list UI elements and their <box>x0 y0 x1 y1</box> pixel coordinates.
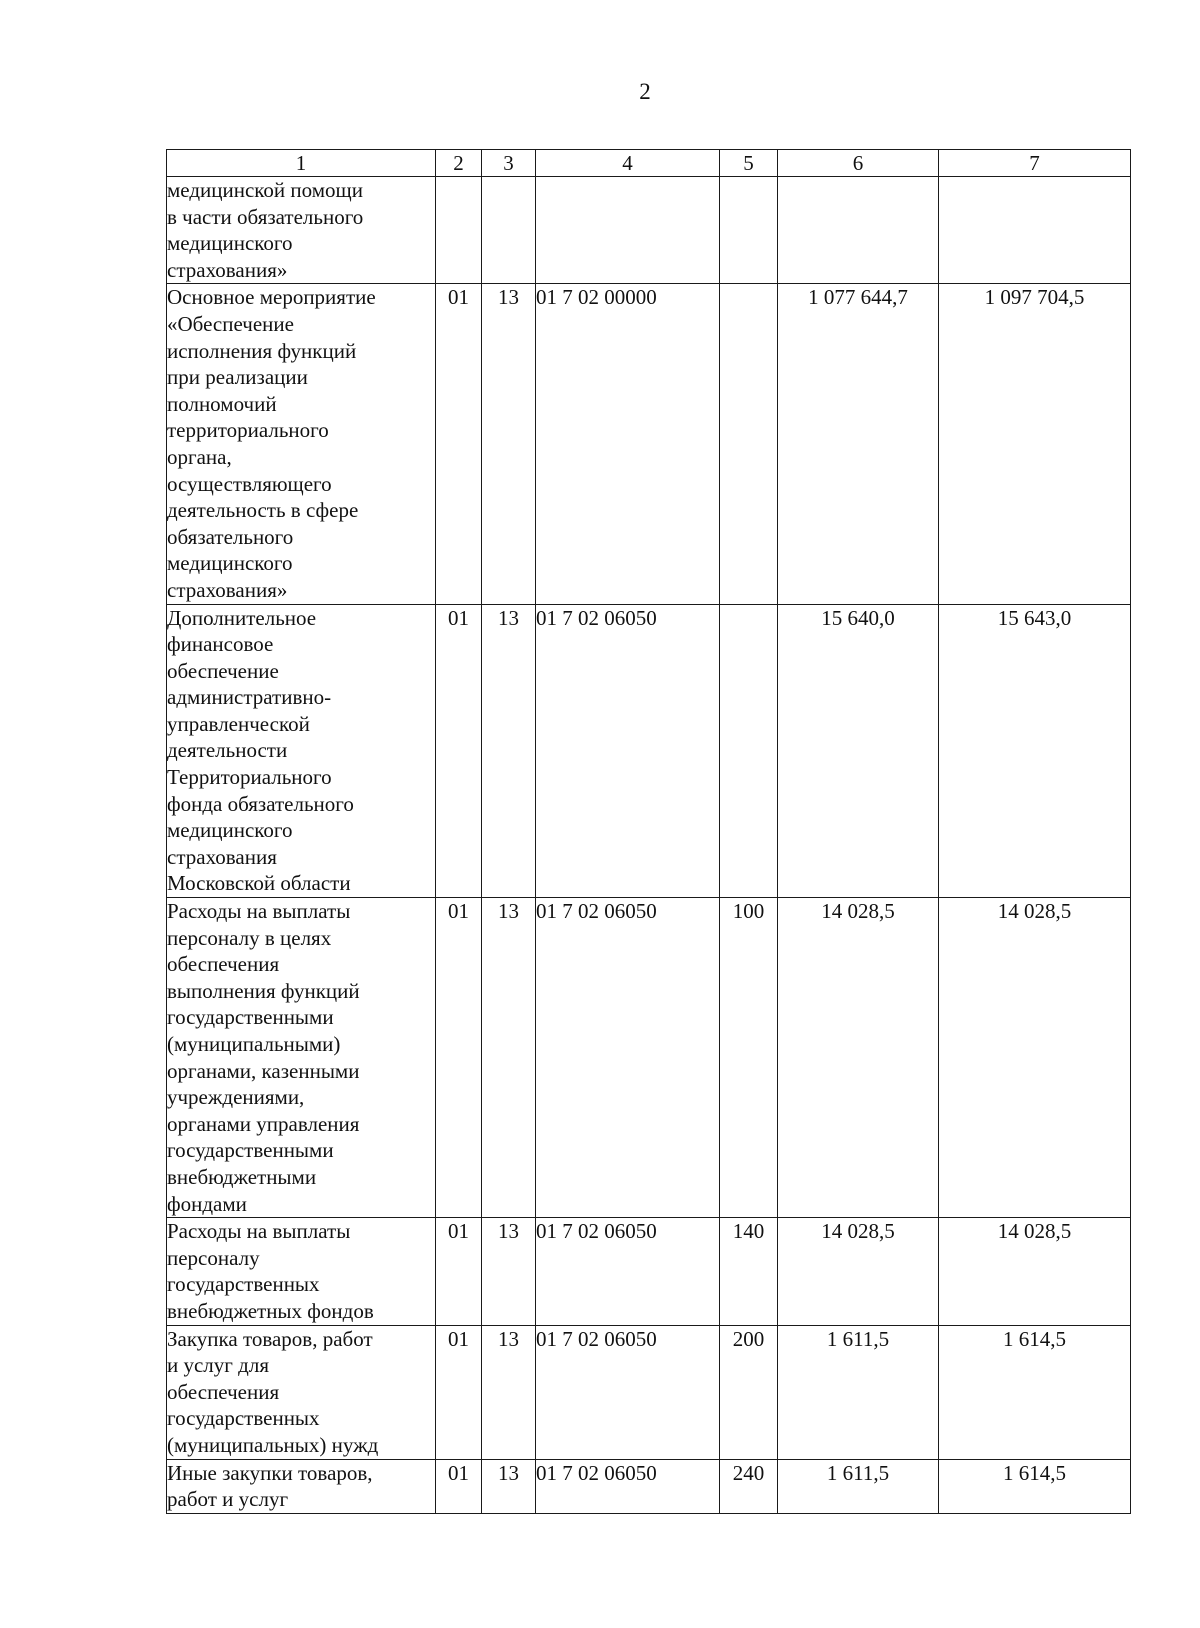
expense-type-cell: 240 <box>720 1459 778 1513</box>
expense-type-cell <box>720 284 778 604</box>
row-name-line: Закупка товаров, работ <box>167 1326 373 1351</box>
header-cell-3: 3 <box>482 150 536 177</box>
target-article-cell <box>536 177 720 284</box>
row-name-cell <box>167 284 436 604</box>
section-code-cell: 01 <box>436 898 482 1218</box>
row-name-line: медицинской помощи <box>167 178 363 202</box>
row-name-line: (муниципальных) нужд <box>167 1432 379 1457</box>
row-name-line: органами управления <box>167 1111 360 1136</box>
row-name-line: Территориального <box>167 765 332 790</box>
section-code-cell: 01 <box>436 284 482 604</box>
header-row <box>167 150 1131 177</box>
row-name-line: государственных <box>167 1272 320 1297</box>
expense-type-cell <box>720 177 778 284</box>
row-name-line: фонда обязательного <box>167 791 354 816</box>
row-name-line: и услуг для <box>167 1353 269 1378</box>
row-name-line: исполнения функций <box>167 338 357 363</box>
header-cell-7: 7 <box>939 150 1131 177</box>
row-name-line: обеспечения <box>167 952 280 977</box>
page-number: 2 <box>639 79 651 104</box>
table-row <box>167 284 1131 604</box>
subsection-code-cell: 13 <box>482 1325 536 1459</box>
amount-col7-cell: 14 028,5 <box>939 898 1131 1218</box>
amount-col7-cell: 1 614,5 <box>939 1459 1131 1513</box>
expense-type-cell: 140 <box>720 1218 778 1325</box>
row-name-line: осуществляющего <box>167 471 332 496</box>
row-name-line: «Обеспечение <box>167 311 294 336</box>
row-name-line: страхования» <box>167 577 288 602</box>
amount-col6-cell: 1 611,5 <box>778 1459 939 1513</box>
row-name-line: персоналу <box>167 1245 260 1270</box>
table-row <box>167 177 1131 284</box>
row-name-line: деятельности <box>167 738 288 763</box>
amount-col6-cell: 14 028,5 <box>778 898 939 1218</box>
row-name-line: Иные закупки товаров, <box>167 1460 373 1485</box>
row-name-line: государственными <box>167 1138 334 1163</box>
amount-col6-cell: 1 077 644,7 <box>778 284 939 604</box>
target-article-cell: 01 7 02 00000 <box>536 284 720 604</box>
row-name-line: персоналу в целях <box>167 925 332 950</box>
row-name-line: медицинского <box>167 231 293 256</box>
table-body <box>167 177 1131 1514</box>
amount-col6-cell: 1 611,5 <box>778 1325 939 1459</box>
subsection-code-cell: 13 <box>482 1459 536 1513</box>
subsection-code-cell <box>482 177 536 284</box>
table-row <box>167 1325 1131 1459</box>
row-name-line: внебюджетными <box>167 1164 317 1189</box>
row-name-line: Расходы на выплаты <box>167 899 351 924</box>
section-code-cell: 01 <box>436 1325 482 1459</box>
subsection-code-cell: 13 <box>482 284 536 604</box>
row-name-line: фондами <box>167 1191 247 1216</box>
amount-col7-cell: 15 643,0 <box>939 604 1131 898</box>
header-cell-5: 5 <box>720 150 778 177</box>
row-name-line: выполнения функций <box>167 978 360 1003</box>
row-name-line: Основное мероприятие <box>167 285 376 310</box>
row-name-line: при реализации <box>167 365 308 390</box>
row-name-cell <box>167 1218 436 1325</box>
expense-type-cell: 100 <box>720 898 778 1218</box>
row-name-line: страхования <box>167 844 277 869</box>
target-article-cell: 01 7 02 06050 <box>536 1325 720 1459</box>
amount-col7-cell: 1 614,5 <box>939 1325 1131 1459</box>
row-name-line: органами, казенными <box>167 1058 360 1083</box>
expense-type-cell <box>720 604 778 898</box>
amount-col7-cell: 1 097 704,5 <box>939 284 1131 604</box>
row-name-line: обеспечение <box>167 658 279 683</box>
header-cell-2: 2 <box>436 150 482 177</box>
target-article-cell: 01 7 02 06050 <box>536 898 720 1218</box>
amount-col6-cell: 14 028,5 <box>778 1218 939 1325</box>
amount-col6-cell: 15 640,0 <box>778 604 939 898</box>
subsection-code-cell: 13 <box>482 1218 536 1325</box>
row-name-cell <box>167 177 436 284</box>
row-name-line: административно- <box>167 685 332 710</box>
row-name-line: (муниципальными) <box>167 1032 341 1056</box>
row-name-line: страхования» <box>167 257 288 282</box>
row-name-cell <box>167 604 436 898</box>
row-name-line: обеспечения <box>167 1379 280 1404</box>
row-name-line: медицинского <box>167 818 293 843</box>
amount-col7-cell <box>939 177 1131 284</box>
row-name-line: управленческой <box>167 711 310 736</box>
row-name-line: Расходы на выплаты <box>167 1219 351 1244</box>
row-name-line: Дополнительное <box>167 605 317 630</box>
section-code-cell <box>436 177 482 284</box>
row-name-line: деятельность в сфере <box>167 498 359 523</box>
row-name-line: финансовое <box>167 632 274 657</box>
target-article-cell: 01 7 02 06050 <box>536 1459 720 1513</box>
row-name-cell <box>167 1325 436 1459</box>
row-name-line: государственных <box>167 1406 320 1431</box>
table-row <box>167 604 1131 898</box>
expense-type-cell: 200 <box>720 1325 778 1459</box>
target-article-cell: 01 7 02 06050 <box>536 1218 720 1325</box>
table-row <box>167 898 1131 1218</box>
row-name-line: внебюджетных фондов <box>167 1298 374 1323</box>
section-code-cell: 01 <box>436 604 482 898</box>
row-name-line: учреждениями, <box>167 1085 305 1110</box>
row-name-line: Московской области <box>167 871 351 896</box>
budget-table <box>166 149 1131 1514</box>
row-name-line: территориального <box>167 418 329 443</box>
row-name-line: работ и услуг <box>167 1487 289 1512</box>
subsection-code-cell: 13 <box>482 898 536 1218</box>
amount-col7-cell: 14 028,5 <box>939 1218 1131 1325</box>
subsection-code-cell: 13 <box>482 604 536 898</box>
header-cell-4: 4 <box>536 150 720 177</box>
row-name-line: в части обязательного <box>167 204 364 229</box>
row-name-line: обязательного <box>167 524 294 549</box>
table-row <box>167 1459 1131 1513</box>
row-name-cell <box>167 1459 436 1513</box>
target-article-cell: 01 7 02 06050 <box>536 604 720 898</box>
amount-col6-cell <box>778 177 939 284</box>
row-name-line: государственными <box>167 1005 334 1030</box>
row-name-line: полномочий <box>167 391 277 416</box>
section-code-cell: 01 <box>436 1459 482 1513</box>
table-row <box>167 1218 1131 1325</box>
header-cell-1: 1 <box>167 150 436 177</box>
row-name-line: органа, <box>167 444 232 469</box>
row-name-line: медицинского <box>167 551 293 576</box>
row-name-cell <box>167 898 436 1218</box>
section-code-cell: 01 <box>436 1218 482 1325</box>
header-cell-6: 6 <box>778 150 939 177</box>
